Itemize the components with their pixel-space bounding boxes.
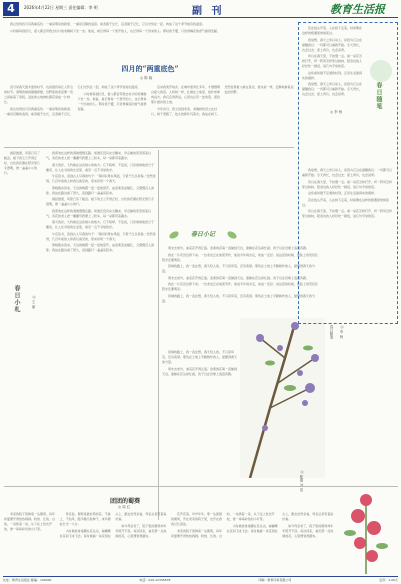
masthead: 教育生活报 <box>330 3 385 16</box>
left-article-body: 我喜欢在这样的清晨慢慢走路。街道还没有完全醒来，早点铺的蒸笼冒着白气，卖花的老人把一捆捆芍药摆上三轮车，每一朵都带着露水。 春天的好，大约就在这些细小的地方。它不喧哗，不张扬，只是悄悄地把日子擦亮，让人在寻常的生活里，看见一点不寻常的光。 午后读书，读到古人写春的句子：“等闲识得东风面，万紫千红总是春。”忽然觉得，几百年前的人和我们看见的，原来是同一个春天。 傍晚散步回来，天边的晚霞一层一层地晕开，由金黄变成橘红，又慢慢沉入淡紫。我站在路边看了很久，直到路灯一盏盏亮起来。 晨起推窗，风里已有了暖意。楼下的玉兰开得正好，白色的花瓣在阳光里几乎透明，像一盏盏小小的灯。 我喜欢在这样的清晨慢慢走路。街道还没有完全醒来，早点铺的蒸笼冒着白气，卖花的老人把一捆捆芍药摆上三轮车，每一朵都带着露水。 春天的好，大约就在这些细小的地方。它不喧哗，不张扬，只是悄悄地把日子擦亮，让人在寻常的生活里，看见一点不寻常的光。 午后读书，读到古人写春的句子：“等闲识得东风面，万紫千红总是春。”忽然觉得，几百年前的人和我们看见的，原来是同一个春天。 傍晚散步回来，天边的晚霞一层一层地晕开，由金黄变成橘红，又慢慢沉入淡紫。我站在路边看了很久，直到路灯一盏盏亮起来。 <box>46 151 156 252</box>
right-title-block <box>366 60 396 120</box>
flower-badge-icon <box>370 60 392 82</box>
header-rule <box>3 17 398 18</box>
divider <box>4 147 294 148</box>
right-article-title: 春日随笔 <box>375 82 382 110</box>
footer <box>3 576 398 584</box>
right-article-body: 我常想，春天之所以动人，是因为它总在提醒我们：一切都可以重新开始。冬天再长，也会过去；泥土再冷，也会返青。 所以在春天里，不妨慢一点。看一朵花怎样打开，听一阵风怎样穿过树林，陪身边的人好好吃一顿饭，说几句平常的话。 这些看似微不足道的时刻，正是生活最真实的模样。 花在枝头开着，人在树下走着，时间便在这样的相遇里悄悄流过。 所以在春天里，不妨慢一点。看一朵花怎样打开，听一阵风怎样穿过树林，陪身边的人好好吃一顿饭，说几句平常的话。 <box>302 168 393 218</box>
right-vertical-title: 春日随笔 <box>330 325 334 339</box>
middle-title: 春日小记 <box>190 231 215 238</box>
section-title: 副 刊 <box>192 6 225 17</box>
page-number: 4 <box>3 2 19 16</box>
right-article-body-top: 花在枝头开着，人在树下走着，时间便在这样的相遇里悄悄流过。 我常想，春天之所以动人，是因为它总在提醒我们：一切都可以重新开始。冬天再长，也会过去；泥土再冷，也会返青。 所以在春天里，不妨慢一点。看一朵花怎样打开，听一阵风怎样穿过树林，陪身边的人好好吃一顿饭，说几句平常的话。 这些看似微不足道的时刻，正是生活最真实的模样。 我常想，春天之所以动人，是因为它总在提醒我们：一切都可以重新开始。冬天再长，也会过去；泥土再冷，也会返青。 <box>302 26 363 96</box>
footer-phone: 电话：010-12345678 <box>139 578 171 582</box>
main-article-body: 四月是春天最丰盈的时节，也是最容易让人怀念的时节。清明的细雨刚刚停歇，田野里的麦苗便一夜之间拔高了身段，远处的山坡被杜鹃花染成一片绯红。 我总觉得四月有两重底色：一重是明亮的新绿，一重是沉静的追思。前者属于生长，后者属于记忆，它们交织在一起，构成了这个季节独有的温度。 小时候每到四月，祖父都会带我去村口的老槐树下坐一坐。他说，树记得每一个离开的人，也记得每一个回来的人。那时我不懂，只觉得槐花的香气甜得发腻。 后来我离开故乡，在城市里奔忙多年，才慢慢明白祖父的话。人和树一样，扎根在土地里，枝叶却伸向远方。我们走得再远，心里也总有一处角落，留给那片最初的土地。 今年四月，我又回到老家。老槐树依旧立在村口，树干更粗了，枝头的新叶闪着光。我站在树下，忽然觉得祖父就在身边，像从前一样，安静地看着远处的田野。 <box>4 85 294 116</box>
left-vertical-author: ◎ 王 丽 <box>32 295 36 309</box>
right-vertical-author: ◎ 李 杨 <box>340 325 344 339</box>
tree-branch-icon <box>240 318 325 478</box>
main-article-title: 四月的“两重底色” <box>121 64 179 73</box>
right-article-author: ◎ 李 杨 <box>330 110 343 114</box>
bottom-divider <box>4 486 398 487</box>
left-article-body-top: 晨起推窗，风里已有了暖意。楼下的玉兰开得正好，白色的花瓣在阳光里几乎透明，像一盏盏小小的灯。 <box>4 151 41 175</box>
tree-illustration <box>240 318 325 478</box>
left-vertical-title: 春日小札 <box>13 285 20 313</box>
top-strip-body: 我总觉得四月有两重底色：一重是明亮的新绿，一重是沉静的追思。前者属于生长，后者属于记忆，它们交织在一起，构成了这个季节独有的温度。 小时候每到四月，祖父都会带我去村口的老槐树下坐一坐。他说，树记得每一个离开的人，也记得每一个回来的人。那时我不懂，只觉得槐花的香气甜得发腻。 <box>10 22 221 33</box>
column-divider <box>158 150 159 520</box>
bottom-article-body: 老家的院子里种着一丛蜀葵，每年初夏便开得热热闹闹。粉的、红的、白的，一朵挨着一朵，从下往上依次开放，像一串串彩色的小灯笼。 母亲说，蜀葵是最好养的花，不挑土，不怕旱，随手撒几粒种子，来年便能长出一大片。 小时候我常常蹲在花丛边，看蝴蝶在花间飞来飞去。有时候摘一朵花别在头上，跑去给母亲看，母亲总是笑着说好看。 如今母亲老了，院子里的蜀葵却年年照开不误。每次回家，看见那一丛热闹的花，心里便觉得踏实。 花开花落，岁岁年年。那一丛团团的蜀葵，开在老家的院子里，也开在我的记忆深处。 老家的院子里种着一丛蜀葵，每年初夏便开得热热闹闹。粉的、红的、白的，一朵挨着一朵，从下往上依次开放，像一串串彩色的小灯笼。 小时候我常常蹲在花丛边，看蝴蝶在花间飞来飞去。有时候摘一朵花别在头上，跑去给母亲看，母亲总是笑着说好看。 如今母亲老了，院子里的蜀葵却年年照开不误。每次回家，看见那一丛热闹的花，心里便觉得踏实。 <box>4 512 334 538</box>
bottom-article-title: 团团的蜀葵 <box>110 498 141 505</box>
footer-price: 定价：1.00元 <box>379 578 398 582</box>
main-article-author: ◎ 陈 晓 <box>140 76 153 80</box>
footer-address: 社址：教育生活报社 邮编：100000 <box>3 578 52 582</box>
bottom-article-author: ◎ 周 红 <box>118 505 131 509</box>
middle-article-body-2: 回城的路上，我一直在想，春天给人的，不只是风景，还有希望。那些在土地上辛勤耕作的人，最懂得春天的分量。 周末去郊外，油菜花开得正盛。金黄的花海一直铺到天边，蜜蜂在花丛间忙碌，孩子们在田埂上追逐奔跑。 <box>162 350 237 376</box>
hollyhock-illustration <box>336 488 398 574</box>
dateline: 2026年4月22日 星期三 责任编辑：李 明 <box>24 5 98 10</box>
hollyhock-flower-icon <box>336 488 398 574</box>
middle-title-graphic <box>168 226 238 242</box>
middle-article-body: 周末去郊外，油菜花开得正盛。金黄的花海一直铺到天边，蜜蜂在花丛间忙碌，孩子们在田埂上追逐奔跑。 我在一片花田边停下来。一位老农正在地里劳作，他说今年雨水足，收成一定好。说这话的时候，他脸上的笑容比阳光还要明亮。 回城的路上，我一直在想，春天给人的，不只是风景，还有希望。那些在土地上辛勤耕作的人，最懂得春天的分量。 周末去郊外，油菜花开得正盛。金黄的花海一直铺到天边，蜜蜂在花丛间忙碌，孩子们在田埂上追逐奔跑。 我在一片花田边停下来。一位老农正在地里劳作，他说今年雨水足，收成一定好。说这话的时候，他脸上的笑容比阳光还要明亮。 回城的路上，我一直在想，春天给人的，不只是风景，还有希望。那些在土地上辛勤耕作的人，最懂得春天的分量。 <box>162 246 319 303</box>
photo-credit: ◎ 配图 刘 星 <box>300 470 304 492</box>
footer-print: 印刷：教育印务有限公司 <box>258 578 292 582</box>
